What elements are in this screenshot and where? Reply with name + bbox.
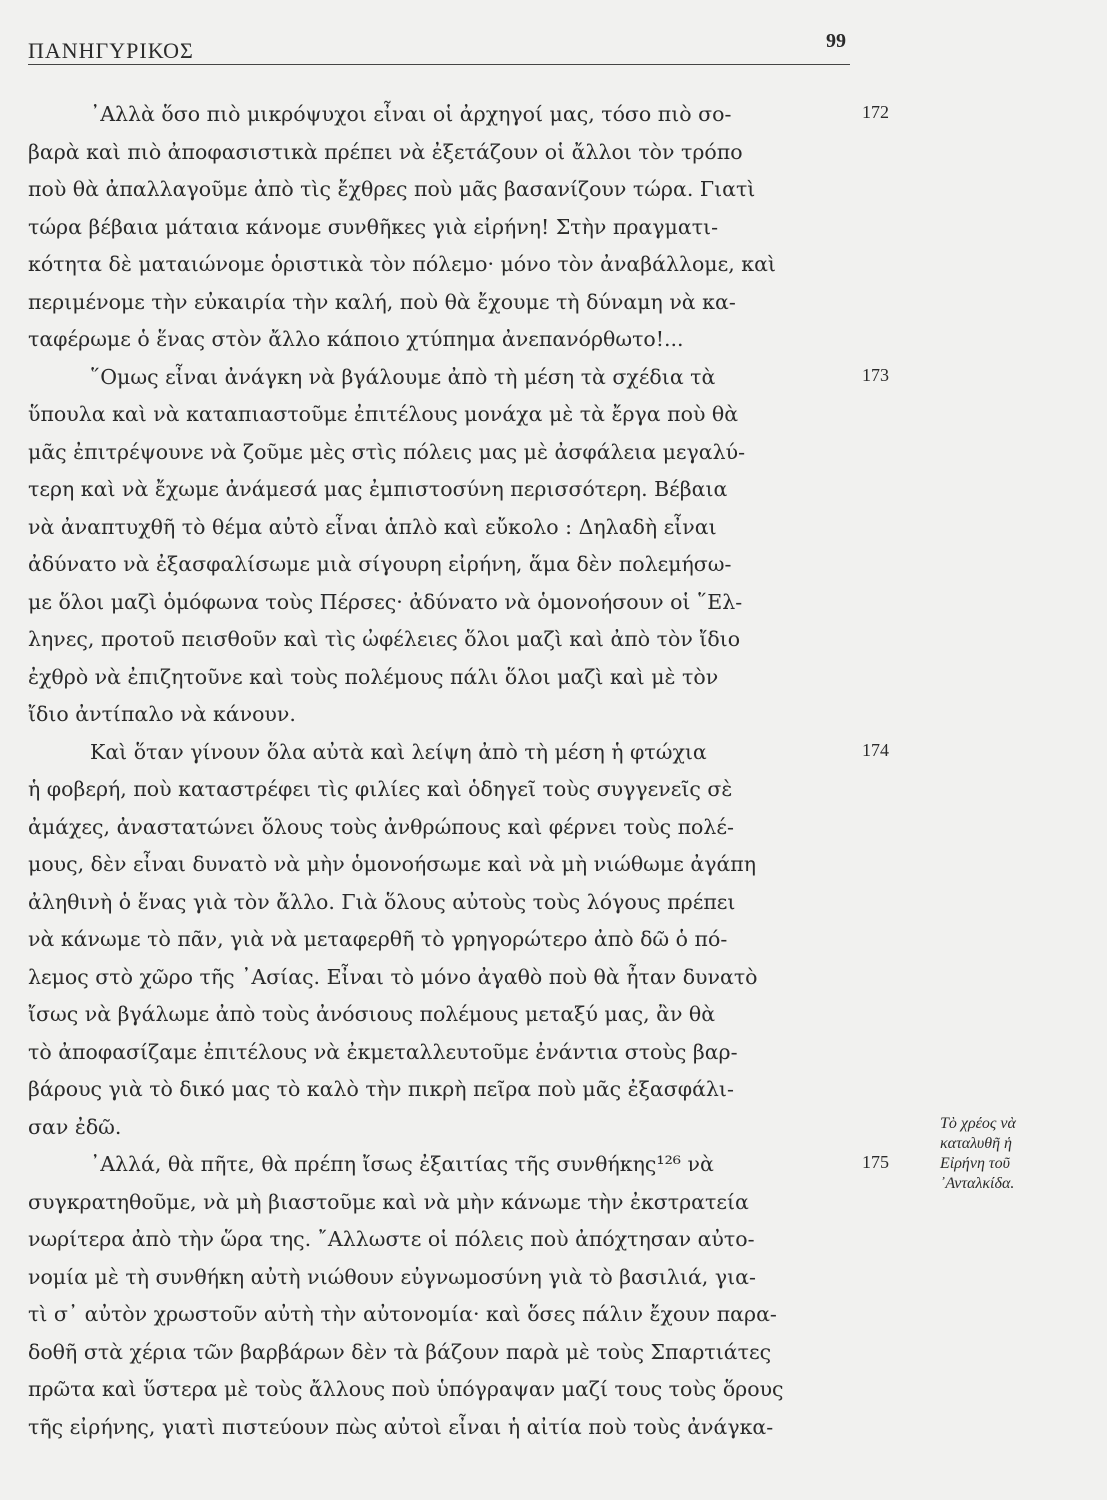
text-line: νωρίτερα ἀπὸ τὴν ὥρα της. ῎Αλλωστε οἱ πόλεις ποὺ ἀπόχτησαν αὐτο- bbox=[28, 1227, 755, 1251]
marginal-note bbox=[940, 1114, 1090, 1194]
text-line: ἴσως νὰ βγάλωμε ἀπὸ τοὺς ἀνόσιους πολέμους μεταξύ μας, ἂν θὰ bbox=[28, 1002, 716, 1026]
text-line: Καὶ ὅταν γίνουν ὅλα αὐτὰ καὶ λείψη ἀπὸ τὴ μέση ἡ φτώχια bbox=[90, 739, 707, 764]
text-line: κότητα δὲ ματαιώνομε ὁριστικὰ τὸν πόλεμο· μόνο τὸν ἀναβάλλομε, καὶ bbox=[28, 252, 776, 276]
text-line: ποὺ θὰ ἀπαλλαγοῦμε ἀπὸ τὶς ἔχθρες ποὺ μᾶς βασανίζουν τώρα. Γιατὶ bbox=[28, 177, 756, 201]
text-line: δοθῆ στὰ χέρια τῶν βαρβάρων δὲν τὰ βάζουν παρὰ μὲ τοὺς Σπαρτιάτες bbox=[28, 1339, 772, 1364]
text-line: ἀληθινὴ ὁ ἕνας γιὰ τὸν ἄλλο. Γιὰ ὅλους αὐτοὺς τοὺς λόγους πρέπει bbox=[28, 889, 736, 914]
text-line: νὰ ἀναπτυχθῆ τὸ θέμα αὐτὸ εἶναι ἁπλὸ καὶ εὔκολο : Δηλαδὴ εἶναι bbox=[28, 514, 717, 539]
text-line: βαρὰ καὶ πιὸ ἀποφασιστικὰ πρέπει νὰ ἐξετάζουν οἱ ἄλλοι τὸν τρόπο bbox=[28, 139, 743, 164]
text-line: ᾿Αλλὰ ὅσο πιὸ μικρόψυχοι εἶναι οἱ ἀρχηγοί μας, τόσο πιὸ σο- bbox=[90, 102, 732, 126]
page-number: 99 bbox=[826, 30, 846, 52]
header-rule bbox=[28, 64, 850, 65]
body-text bbox=[28, 96, 858, 1446]
marginal-note-line: ᾿Ανταλκίδα. bbox=[940, 1175, 1015, 1192]
marginal-note-line: καταλυθῆ ἡ bbox=[940, 1135, 1012, 1152]
text-line: νὰ κάνωμε τὸ πᾶν, γιὰ νὰ μεταφερθῆ τὸ γρηγορώτερο ἀπὸ δῶ ὁ πό- bbox=[28, 927, 728, 951]
text-line: συγκρατηθοῦμε, νὰ μὴ βιαστοῦμε καὶ νὰ μὴν κάνωμε τὴν ἐκστρατεία bbox=[28, 1189, 749, 1214]
text-line: ὕπουλα καὶ νὰ καταπιαστοῦμε ἐπιτέλους μονάχα μὲ τὰ ἔργα ποὺ θὰ bbox=[28, 402, 739, 426]
text-line: τῆς εἰρήνης, γιατὶ πιστεύουν πὼς αὐτοὶ εἶναι ἡ αἰτία ποὺ τοὺς ἀνάγκα- bbox=[28, 1414, 774, 1439]
text-line: μους, δὲν εἶναι δυνατὸ νὰ μὴν ὁμονοήσωμε καὶ νὰ μὴ νιώθωμε ἀγάπη bbox=[28, 852, 757, 876]
text-line: τώρα βέβαια μάταια κάνομε συνθῆκες γιὰ εἰρήνη! Στὴν πραγματι- bbox=[28, 214, 719, 239]
text-line: με ὅλοι μαζὶ ὁμόφωνα τοὺς Πέρσες· ἀδύνατο νὰ ὁμονοήσουν οἱ ῞Ελ- bbox=[28, 589, 743, 614]
text-line: τὸ ἀποφασίζαμε ἐπιτέλους νὰ ἐκμεταλλευτοῦμε ἐνάντια στοὺς βαρ- bbox=[28, 1039, 738, 1064]
text-line: πρῶτα καὶ ὕστερα μὲ τοὺς ἄλλους ποὺ ὑπόγραψαν μαζί τους τοὺς ὅρους bbox=[28, 1377, 784, 1401]
section-number: 172 bbox=[862, 102, 889, 122]
text-line: ταφέρωμε ὁ ἕνας στὸν ἄλλο κάποιο χτύπημα ἀνεπανόρθωτο!... bbox=[28, 327, 684, 351]
running-title: ΠΑΝΗΓΥΡΙΚΟΣ bbox=[28, 38, 194, 63]
text-line: τὶ σ᾿ αὐτὸν χρωστοῦν αὐτὴ τὴν αὐτονομία· καὶ ὅσες πάλιν ἔχουν παρα- bbox=[28, 1302, 777, 1326]
text-line: ἡ φοβερή, ποὺ καταστρέφει τὶς φιλίες καὶ ὁδηγεῖ τοὺς συγγενεῖς σὲ bbox=[28, 777, 733, 801]
text-line: περιμένομε τὴν εὐκαιρία τὴν καλή, ποὺ θὰ ἔχουμε τὴ δύναμη νὰ κα- bbox=[28, 289, 736, 314]
text-line: ῞Ομως εἶναι ἀνάγκη νὰ βγάλουμε ἀπὸ τὴ μέση τὰ σχέδια τὰ bbox=[90, 364, 716, 389]
marginal-note-line: Τὸ χρέος νὰ bbox=[940, 1115, 1016, 1132]
text-line: ἀμάχες, ἀναστατώνει ὅλους τοὺς ἀνθρώπους καὶ φέρνει τοὺς πολέ- bbox=[28, 814, 734, 839]
text-line: σαν ἐδῶ. bbox=[28, 1114, 122, 1139]
section-number: 173 bbox=[862, 364, 889, 385]
section-number: 175 bbox=[862, 1152, 889, 1172]
text-line: ληνες, προτοῦ πεισθοῦν καὶ τὶς ὠφέλειες ὅλοι μαζὶ καὶ ἀπὸ τὸν ἴδιο bbox=[28, 627, 741, 651]
text-line: μᾶς ἐπιτρέψουνε νὰ ζοῦμε μὲς στὶς πόλεις μας μὲ ἀσφάλεια μεγαλύ- bbox=[28, 439, 745, 464]
text-line: ᾿Αλλά, θὰ πῆτε, θὰ πρέπη ἴσως ἐξαιτίας τῆς συνθήκης¹²⁶ νὰ bbox=[90, 1152, 714, 1176]
section-number: 174 bbox=[862, 739, 889, 760]
text-line: ἀδύνατο νὰ ἐξασφαλίσωμε μιὰ σίγουρη εἰρήνη, ἅμα δὲν πολεμήσω- bbox=[28, 552, 732, 576]
text-line: ἐχθρὸ νὰ ἐπιζητοῦνε καὶ τοὺς πολέμους πάλι ὅλοι μαζὶ καὶ μὲ τὸν bbox=[28, 664, 719, 689]
text-line: τερη καὶ νὰ ἔχωμε ἀνάμεσά μας ἐμπιστοσύνη περισσότερη. Βέβαια bbox=[28, 477, 728, 501]
marginal-note-line: Εἰρήνη τοῦ bbox=[940, 1155, 1010, 1172]
text-line: νομία μὲ τὴ συνθήκη αὐτὴ νιώθουν εὐγνωμοσύνη γιὰ τὸ βασιλιά, για- bbox=[28, 1264, 756, 1289]
text-line: λεμος στὸ χῶρο τῆς ᾿Ασίας. Εἶναι τὸ μόνο ἀγαθὸ ποὺ θὰ ἦταν δυνατὸ bbox=[28, 964, 758, 989]
text-line: βάρους γιὰ τὸ δικό μας τὸ καλὸ τὴν πικρὴ πεῖρα ποὺ μᾶς ἐξασφάλι- bbox=[28, 1077, 734, 1101]
text-line: ἴδιο ἀντίπαλο νὰ κάνουν. bbox=[28, 702, 296, 726]
